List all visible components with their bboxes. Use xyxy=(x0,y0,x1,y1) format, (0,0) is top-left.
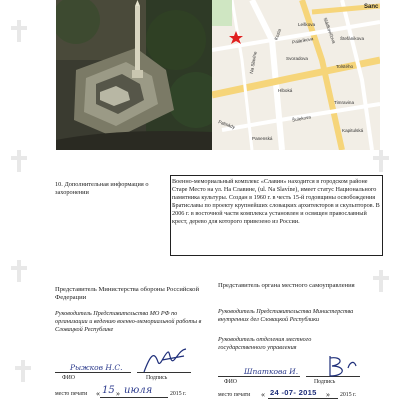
left-fio-label: ФИО xyxy=(62,375,75,381)
right-name: Шпаткова И. xyxy=(244,367,299,376)
right-year: 2015 г. xyxy=(340,392,357,398)
right-representative-heading: Представитель органа местного самоуправления xyxy=(218,282,355,289)
right-date-stamp: 24 -07- 2015 xyxy=(270,388,317,397)
right-signature-label: Подпись xyxy=(314,379,336,385)
right-date-line xyxy=(268,398,338,399)
left-signature xyxy=(140,346,192,376)
map-street-label: Timravina xyxy=(334,100,354,105)
map-street-label: Hlboká xyxy=(278,88,293,93)
right-signature xyxy=(320,352,360,380)
map-street-label: Palisády xyxy=(217,119,236,130)
right-representative-role-2: Руководитель отделения местного государственного управления xyxy=(218,336,312,351)
left-date-month: июля xyxy=(124,385,153,396)
left-date-day: 15 xyxy=(102,385,115,396)
watermark-cross-icon xyxy=(370,270,392,292)
map-street-label: Palárikova xyxy=(291,36,314,45)
watermark-cross-icon xyxy=(12,360,34,382)
map-street-label: Kapitulská xyxy=(342,128,364,133)
location-map xyxy=(212,0,380,150)
map-corner-label: Sanc xyxy=(364,4,379,10)
right-name-line xyxy=(218,376,300,377)
map-street-label: Tolstého xyxy=(336,64,354,69)
left-place-label: место печати xyxy=(55,391,88,397)
right-place-label: место печати xyxy=(218,392,251,398)
watermark-cross-icon xyxy=(8,150,30,172)
left-signature-label: Подпись xyxy=(146,375,168,381)
left-name-line xyxy=(55,372,131,373)
memorial-aerial-photo xyxy=(56,0,212,150)
left-representative-role: Руководитель Представительства МО РФ по организации и ведению военно-мемориальной работы в Словацкой Республике xyxy=(55,310,202,333)
watermark-cross-icon xyxy=(8,260,30,282)
left-name: Рыжков Н.С. xyxy=(70,363,123,372)
left-date-line xyxy=(100,397,168,398)
map-street-label: Šulekova xyxy=(291,114,312,123)
map-street-label: Na Slavíne xyxy=(248,50,258,75)
right-fio-label: ФИО xyxy=(224,379,237,385)
watermark-cross-icon xyxy=(8,20,30,42)
left-representative-heading: Представитель Министерства обороны Российской Федерации xyxy=(55,286,199,302)
map-street-label: Sládkovičova xyxy=(322,16,337,45)
left-date-close-quote: » xyxy=(116,389,120,398)
watermark-cross-icon xyxy=(370,150,392,172)
map-street-label: Leškova xyxy=(298,22,316,27)
right-date-close-quote: » xyxy=(326,390,330,399)
map-street-label: Štefánikova xyxy=(340,36,365,41)
right-representative-role-1: Руководитель Представительства Министерства внутренних дел Словацкой Республики xyxy=(218,308,354,323)
map-street-label: Panenská xyxy=(252,136,273,141)
right-date-open-quote: « xyxy=(261,390,265,399)
left-year: 2015 г. xyxy=(170,391,187,397)
section-text: Военно-мемориальный комплекс «Славин» находится в городском районе Старе Место на ул. На Славине, (ul. Na Slavíne), имеет статус Национального памятника культуры. Создан в 1960 г. в честь 15-й годовщины освобождения Братиславы по проекту крупнейших словацких архитекторов и скульпторов. В 2006 г. в восточной части комплекса установлен и освящен православный крест, дерево для которого привезено из России. xyxy=(172,178,380,226)
map-street-label: Kozia xyxy=(273,28,283,41)
section-label: 10. Дополнительная информация о захоронении xyxy=(55,181,149,197)
left-date-open-quote: « xyxy=(96,389,100,398)
map-street-label: Svoradova xyxy=(286,56,308,61)
